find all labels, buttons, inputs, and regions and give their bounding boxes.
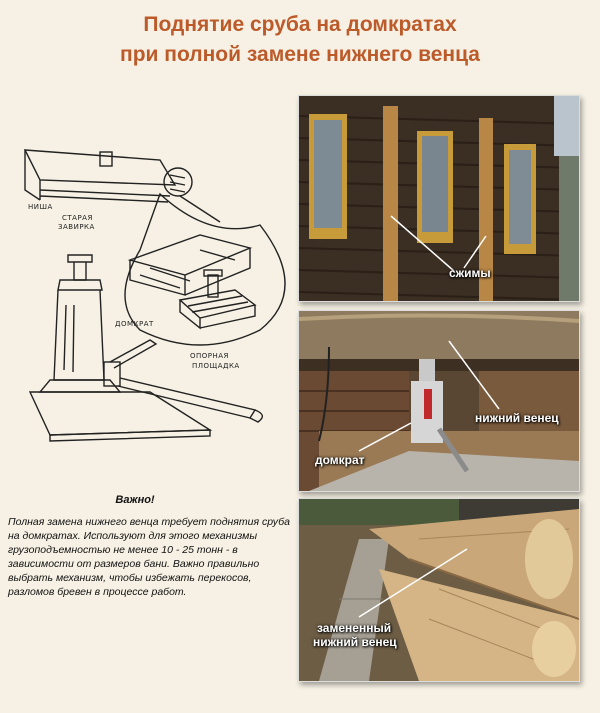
note-text: Полная замена нижнего венца требует поднятия сруба на домкратах. Используют для этого механизмы грузоподъемностью не менее 10 - 25 тонн - в зависимости от размеров бани. Важно правильно выбрать механизм, чтобы избежать перекосов, разломов бревен в процессе работ. xyxy=(8,516,290,598)
label-staraya: СТАРАЯ xyxy=(62,214,93,222)
label-ploshchadka: ПЛОЩАДКА xyxy=(192,362,240,370)
sketch-drawing xyxy=(10,130,290,460)
label-opornaya: ОПОРНАЯ xyxy=(190,352,229,360)
label-replaced-line-2: нижний венец xyxy=(313,635,397,649)
label-bottom-log: нижний венец xyxy=(475,411,559,425)
title-line-1: Поднятие сруба на домкратах xyxy=(143,13,457,36)
label-replaced-line-1: замененный xyxy=(317,621,392,635)
label-domkrat: ДОМКРАТ xyxy=(115,320,154,328)
page-title xyxy=(0,10,600,70)
clamps-photo-image xyxy=(299,96,579,301)
photo-clamps xyxy=(298,95,580,302)
label-zavirka: ЗАВИРКА xyxy=(58,223,95,231)
label-jack: домкрат xyxy=(315,453,365,467)
title-line-2: при полной замене нижнего венца xyxy=(120,43,480,66)
replaced-log-photo-image xyxy=(299,499,579,681)
label-clamps: сжимы xyxy=(449,266,491,280)
photo-jack xyxy=(298,310,580,492)
note-heading: Важно! xyxy=(115,494,155,506)
sketch-illustration xyxy=(10,130,290,460)
label-nisha: НИША xyxy=(28,203,53,211)
photo-replaced-log xyxy=(298,498,580,682)
